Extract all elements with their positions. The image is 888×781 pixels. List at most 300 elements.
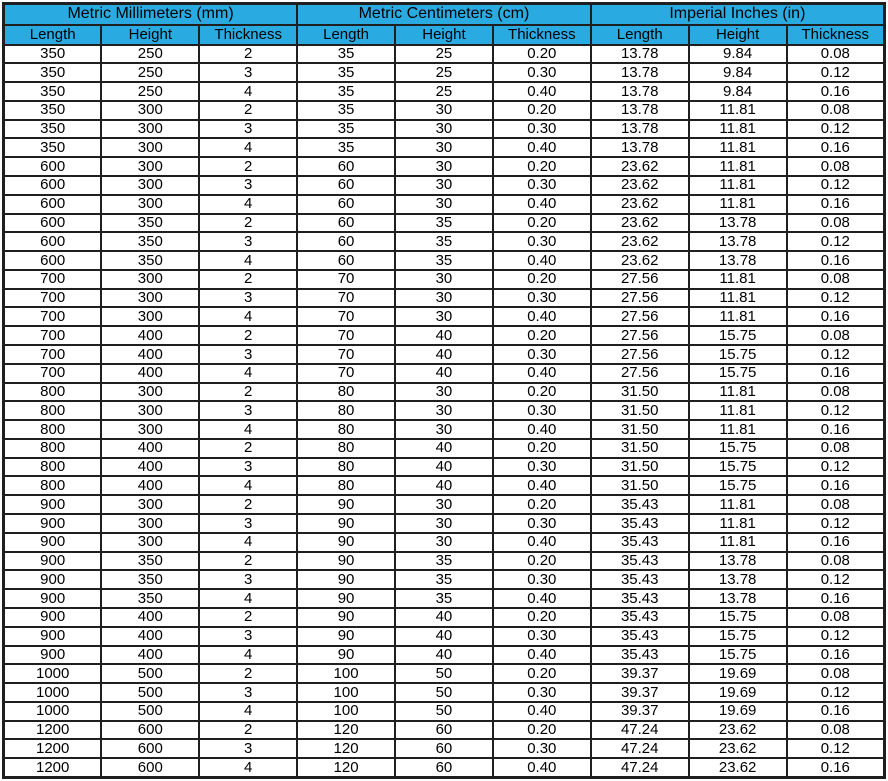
table-cell: 2 (199, 383, 297, 402)
table-cell: 60 (297, 251, 395, 270)
table-cell: 0.40 (493, 307, 591, 326)
table-cell: 350 (101, 214, 199, 233)
table-cell: 35 (395, 251, 493, 270)
table-cell: 15.75 (689, 476, 787, 495)
table-cell: 40 (395, 439, 493, 458)
table-cell: 0.20 (493, 552, 591, 571)
table-cell: 400 (101, 476, 199, 495)
table-row (4, 420, 885, 439)
table-cell: 11.81 (689, 401, 787, 420)
table-cell: 2 (199, 157, 297, 176)
table-cell: 35.43 (591, 552, 689, 571)
table-cell: 0.20 (493, 721, 591, 740)
table-cell: 13.78 (591, 101, 689, 120)
table-cell: 2 (199, 664, 297, 683)
table-cell: 350 (101, 232, 199, 251)
table-cell: 90 (297, 495, 395, 514)
table-cell: 4 (199, 589, 297, 608)
table-cell: 400 (101, 458, 199, 477)
column-header: Height (101, 25, 199, 45)
table-cell: 600 (4, 251, 102, 270)
table-cell: 27.56 (591, 307, 689, 326)
table-cell: 250 (101, 45, 199, 64)
table-cell: 0.08 (787, 101, 885, 120)
table-cell: 31.50 (591, 476, 689, 495)
table-row (4, 251, 885, 270)
table-cell: 3 (199, 401, 297, 420)
table-cell: 4 (199, 420, 297, 439)
table-cell: 0.20 (493, 270, 591, 289)
table-cell: 70 (297, 307, 395, 326)
table-cell: 0.12 (787, 176, 885, 195)
table-cell: 31.50 (591, 458, 689, 477)
table-cell: 900 (4, 589, 102, 608)
table-cell: 4 (199, 702, 297, 721)
table-cell: 2 (199, 101, 297, 120)
table-body (4, 45, 885, 778)
table-cell: 13.78 (689, 251, 787, 270)
table-cell: 25 (395, 45, 493, 64)
table-cell: 40 (395, 627, 493, 646)
table-cell: 400 (101, 439, 199, 458)
table-cell: 350 (4, 45, 102, 64)
table-cell: 0.40 (493, 646, 591, 665)
table-cell: 700 (4, 345, 102, 364)
table-cell: 400 (101, 608, 199, 627)
table-cell: 15.75 (689, 608, 787, 627)
table-cell: 50 (395, 702, 493, 721)
table-cell: 30 (395, 270, 493, 289)
table-cell: 35 (297, 120, 395, 139)
table-cell: 350 (4, 120, 102, 139)
table-cell: 80 (297, 383, 395, 402)
table-cell: 800 (4, 439, 102, 458)
table-cell: 600 (4, 214, 102, 233)
table-cell: 40 (395, 476, 493, 495)
table-row (4, 495, 885, 514)
table-cell: 35 (297, 138, 395, 157)
table-cell: 300 (101, 120, 199, 139)
table-cell: 30 (395, 195, 493, 214)
table-cell: 30 (395, 138, 493, 157)
table-cell: 120 (297, 758, 395, 777)
table-cell: 0.08 (787, 608, 885, 627)
table-cell: 0.30 (493, 345, 591, 364)
table-cell: 300 (101, 101, 199, 120)
table-cell: 13.78 (591, 82, 689, 101)
group-header: Imperial Inches (in) (591, 4, 885, 25)
table-cell: 23.62 (591, 195, 689, 214)
table-cell: 300 (101, 420, 199, 439)
table-cell: 0.08 (787, 439, 885, 458)
table-cell: 35.43 (591, 646, 689, 665)
table-cell: 0.40 (493, 82, 591, 101)
table-cell: 0.16 (787, 646, 885, 665)
table-cell: 0.20 (493, 664, 591, 683)
table-cell: 300 (101, 307, 199, 326)
table-cell: 300 (101, 176, 199, 195)
table-cell: 300 (101, 514, 199, 533)
table-cell: 350 (101, 251, 199, 270)
table-cell: 30 (395, 157, 493, 176)
table-cell: 0.30 (493, 627, 591, 646)
table-cell: 23.62 (591, 176, 689, 195)
table-cell: 90 (297, 533, 395, 552)
table-cell: 350 (4, 63, 102, 82)
table-cell: 35 (395, 589, 493, 608)
table-row (4, 570, 885, 589)
table-cell: 2 (199, 721, 297, 740)
table-cell: 1200 (4, 721, 102, 740)
table-cell: 0.30 (493, 458, 591, 477)
table-cell: 2 (199, 608, 297, 627)
table-cell: 15.75 (689, 458, 787, 477)
table-row (4, 157, 885, 176)
table-cell: 0.20 (493, 326, 591, 345)
table-cell: 90 (297, 627, 395, 646)
table-cell: 0.16 (787, 533, 885, 552)
table-cell: 700 (4, 270, 102, 289)
table-cell: 0.40 (493, 251, 591, 270)
table-cell: 19.69 (689, 664, 787, 683)
table-row (4, 289, 885, 308)
table-cell: 700 (4, 364, 102, 383)
table-cell: 47.24 (591, 721, 689, 740)
table-cell: 900 (4, 646, 102, 665)
table-row (4, 82, 885, 101)
table-cell: 3 (199, 345, 297, 364)
table-cell: 600 (4, 195, 102, 214)
table-cell: 0.40 (493, 702, 591, 721)
table-cell: 0.12 (787, 683, 885, 702)
table-cell: 80 (297, 476, 395, 495)
table-cell: 11.81 (689, 289, 787, 308)
table-cell: 15.75 (689, 646, 787, 665)
table-cell: 39.37 (591, 683, 689, 702)
table-cell: 800 (4, 383, 102, 402)
table-cell: 3 (199, 570, 297, 589)
table-cell: 0.12 (787, 232, 885, 251)
table-cell: 31.50 (591, 439, 689, 458)
table-cell: 300 (101, 401, 199, 420)
table-cell: 39.37 (591, 702, 689, 721)
table-cell: 0.30 (493, 232, 591, 251)
table-cell: 27.56 (591, 289, 689, 308)
table-cell: 3 (199, 63, 297, 82)
column-header: Height (395, 25, 493, 45)
table-cell: 19.69 (689, 683, 787, 702)
table-cell: 0.40 (493, 364, 591, 383)
table-cell: 0.40 (493, 138, 591, 157)
table-row (4, 120, 885, 139)
table-row (4, 702, 885, 721)
table-cell: 13.78 (591, 63, 689, 82)
table-cell: 11.81 (689, 420, 787, 439)
table-cell: 0.20 (493, 608, 591, 627)
table-cell: 35 (395, 570, 493, 589)
table-cell: 35.43 (591, 570, 689, 589)
table-cell: 900 (4, 533, 102, 552)
table-cell: 700 (4, 326, 102, 345)
column-header: Length (4, 25, 102, 45)
table-cell: 250 (101, 82, 199, 101)
table-cell: 1000 (4, 702, 102, 721)
table-cell: 2 (199, 270, 297, 289)
table-cell: 30 (395, 289, 493, 308)
table-cell: 900 (4, 570, 102, 589)
table-cell: 300 (101, 289, 199, 308)
table-cell: 900 (4, 514, 102, 533)
table-cell: 600 (101, 758, 199, 777)
table-cell: 35 (297, 45, 395, 64)
table-cell: 100 (297, 702, 395, 721)
table-cell: 2 (199, 45, 297, 64)
table-cell: 23.62 (689, 721, 787, 740)
table-cell: 11.81 (689, 533, 787, 552)
table-cell: 13.78 (689, 570, 787, 589)
table-cell: 1000 (4, 683, 102, 702)
table-cell: 40 (395, 646, 493, 665)
table-cell: 15.75 (689, 627, 787, 646)
table-cell: 11.81 (689, 120, 787, 139)
table-cell: 30 (395, 101, 493, 120)
table-row (4, 589, 885, 608)
table-cell: 300 (101, 533, 199, 552)
table-cell: 70 (297, 289, 395, 308)
table-cell: 400 (101, 627, 199, 646)
table-cell: 31.50 (591, 401, 689, 420)
table-cell: 900 (4, 552, 102, 571)
table-cell: 11.81 (689, 195, 787, 214)
table-cell: 0.30 (493, 176, 591, 195)
table-row (4, 552, 885, 571)
table-cell: 11.81 (689, 307, 787, 326)
table-cell: 0.16 (787, 138, 885, 157)
table-cell: 800 (4, 476, 102, 495)
table-row (4, 683, 885, 702)
table-cell: 500 (101, 702, 199, 721)
table-cell: 35 (395, 552, 493, 571)
table-row (4, 758, 885, 777)
table-cell: 0.08 (787, 326, 885, 345)
table-cell: 90 (297, 608, 395, 627)
table-header (4, 4, 885, 45)
table-cell: 300 (101, 270, 199, 289)
table-cell: 11.81 (689, 514, 787, 533)
column-header: Length (591, 25, 689, 45)
table-cell: 0.40 (493, 533, 591, 552)
table-cell: 0.12 (787, 345, 885, 364)
table-cell: 35 (297, 101, 395, 120)
table-cell: 13.78 (591, 45, 689, 64)
table-cell: 3 (199, 514, 297, 533)
table-cell: 120 (297, 721, 395, 740)
table-cell: 9.84 (689, 82, 787, 101)
table-cell: 15.75 (689, 439, 787, 458)
table-cell: 800 (4, 420, 102, 439)
table-cell: 0.30 (493, 683, 591, 702)
table-cell: 900 (4, 495, 102, 514)
column-header: Length (297, 25, 395, 45)
table-cell: 13.78 (689, 552, 787, 571)
table-cell: 25 (395, 82, 493, 101)
table-cell: 23.62 (591, 157, 689, 176)
table-row (4, 63, 885, 82)
table-row (4, 232, 885, 251)
table-cell: 4 (199, 476, 297, 495)
table-cell: 3 (199, 627, 297, 646)
table-cell: 0.30 (493, 63, 591, 82)
table-cell: 500 (101, 664, 199, 683)
table-cell: 47.24 (591, 758, 689, 777)
table-cell: 11.81 (689, 176, 787, 195)
table-cell: 0.08 (787, 495, 885, 514)
table-cell: 0.16 (787, 758, 885, 777)
table-cell: 0.40 (493, 758, 591, 777)
table-row (4, 608, 885, 627)
table-cell: 0.12 (787, 289, 885, 308)
table-row (4, 101, 885, 120)
table-cell: 0.20 (493, 439, 591, 458)
table-cell: 90 (297, 646, 395, 665)
table-cell: 25 (395, 63, 493, 82)
table-cell: 300 (101, 383, 199, 402)
table-cell: 3 (199, 683, 297, 702)
table-cell: 30 (395, 514, 493, 533)
table-cell: 35.43 (591, 495, 689, 514)
group-header-row (4, 4, 885, 25)
table-cell: 60 (297, 232, 395, 251)
table-cell: 2 (199, 214, 297, 233)
table-cell: 0.30 (493, 289, 591, 308)
table-cell: 11.81 (689, 270, 787, 289)
table-cell: 4 (199, 82, 297, 101)
table-cell: 15.75 (689, 326, 787, 345)
table-cell: 0.16 (787, 589, 885, 608)
table-cell: 0.16 (787, 82, 885, 101)
table-cell: 90 (297, 570, 395, 589)
group-header: Metric Centimeters (cm) (297, 4, 591, 25)
table-cell: 4 (199, 364, 297, 383)
table-cell: 100 (297, 664, 395, 683)
table-cell: 40 (395, 364, 493, 383)
table-cell: 40 (395, 345, 493, 364)
table-cell: 600 (101, 721, 199, 740)
table-cell: 23.62 (591, 251, 689, 270)
table-cell: 40 (395, 458, 493, 477)
table-cell: 23.62 (591, 232, 689, 251)
table-cell: 0.08 (787, 721, 885, 740)
table-cell: 80 (297, 401, 395, 420)
table-cell: 4 (199, 758, 297, 777)
table-cell: 3 (199, 176, 297, 195)
table-cell: 30 (395, 307, 493, 326)
group-header: Metric Millimeters (mm) (4, 4, 298, 25)
table-cell: 31.50 (591, 420, 689, 439)
table-cell: 600 (4, 232, 102, 251)
table-cell: 90 (297, 514, 395, 533)
table-cell: 400 (101, 345, 199, 364)
column-header: Thickness (787, 25, 885, 45)
table-cell: 0.16 (787, 476, 885, 495)
table-cell: 600 (101, 739, 199, 758)
table-cell: 70 (297, 270, 395, 289)
table-cell: 0.40 (493, 195, 591, 214)
table-cell: 0.20 (493, 214, 591, 233)
table-cell: 35.43 (591, 514, 689, 533)
table-cell: 3 (199, 458, 297, 477)
table-cell: 120 (297, 739, 395, 758)
table-cell: 0.20 (493, 157, 591, 176)
table-cell: 30 (395, 420, 493, 439)
table-cell: 3 (199, 739, 297, 758)
table-cell: 0.16 (787, 364, 885, 383)
table-cell: 600 (4, 176, 102, 195)
table-cell: 4 (199, 251, 297, 270)
table-cell: 0.16 (787, 195, 885, 214)
table-row (4, 345, 885, 364)
table-cell: 0.12 (787, 739, 885, 758)
table-cell: 0.16 (787, 307, 885, 326)
table-cell: 11.81 (689, 495, 787, 514)
table-cell: 2 (199, 439, 297, 458)
table-cell: 500 (101, 683, 199, 702)
table-cell: 0.40 (493, 589, 591, 608)
table-row (4, 270, 885, 289)
table-cell: 1200 (4, 758, 102, 777)
table-cell: 27.56 (591, 364, 689, 383)
table-cell: 80 (297, 458, 395, 477)
table-cell: 2 (199, 552, 297, 571)
table-cell: 47.24 (591, 739, 689, 758)
table-cell: 70 (297, 364, 395, 383)
table-cell: 90 (297, 589, 395, 608)
table-cell: 2 (199, 495, 297, 514)
table-row (4, 45, 885, 64)
table-row (4, 458, 885, 477)
table-row (4, 533, 885, 552)
table-cell: 700 (4, 289, 102, 308)
table-row (4, 514, 885, 533)
table-cell: 0.12 (787, 514, 885, 533)
table-cell: 9.84 (689, 63, 787, 82)
table-cell: 30 (395, 120, 493, 139)
table-cell: 4 (199, 307, 297, 326)
table-cell: 0.16 (787, 420, 885, 439)
table-cell: 4 (199, 533, 297, 552)
table-row (4, 739, 885, 758)
table-cell: 35 (395, 214, 493, 233)
table-cell: 100 (297, 683, 395, 702)
table-cell: 0.08 (787, 552, 885, 571)
table-cell: 13.78 (689, 589, 787, 608)
table-cell: 350 (4, 82, 102, 101)
size-conversion-table (2, 2, 886, 779)
table-cell: 0.08 (787, 157, 885, 176)
column-header: Height (689, 25, 787, 45)
table-cell: 11.81 (689, 101, 787, 120)
table-row (4, 401, 885, 420)
table-cell: 13.78 (591, 138, 689, 157)
table-cell: 900 (4, 627, 102, 646)
table-cell: 60 (297, 214, 395, 233)
table-row (4, 195, 885, 214)
table-cell: 0.08 (787, 45, 885, 64)
table-cell: 4 (199, 646, 297, 665)
table-cell: 350 (101, 570, 199, 589)
table-cell: 11.81 (689, 383, 787, 402)
table-cell: 3 (199, 232, 297, 251)
